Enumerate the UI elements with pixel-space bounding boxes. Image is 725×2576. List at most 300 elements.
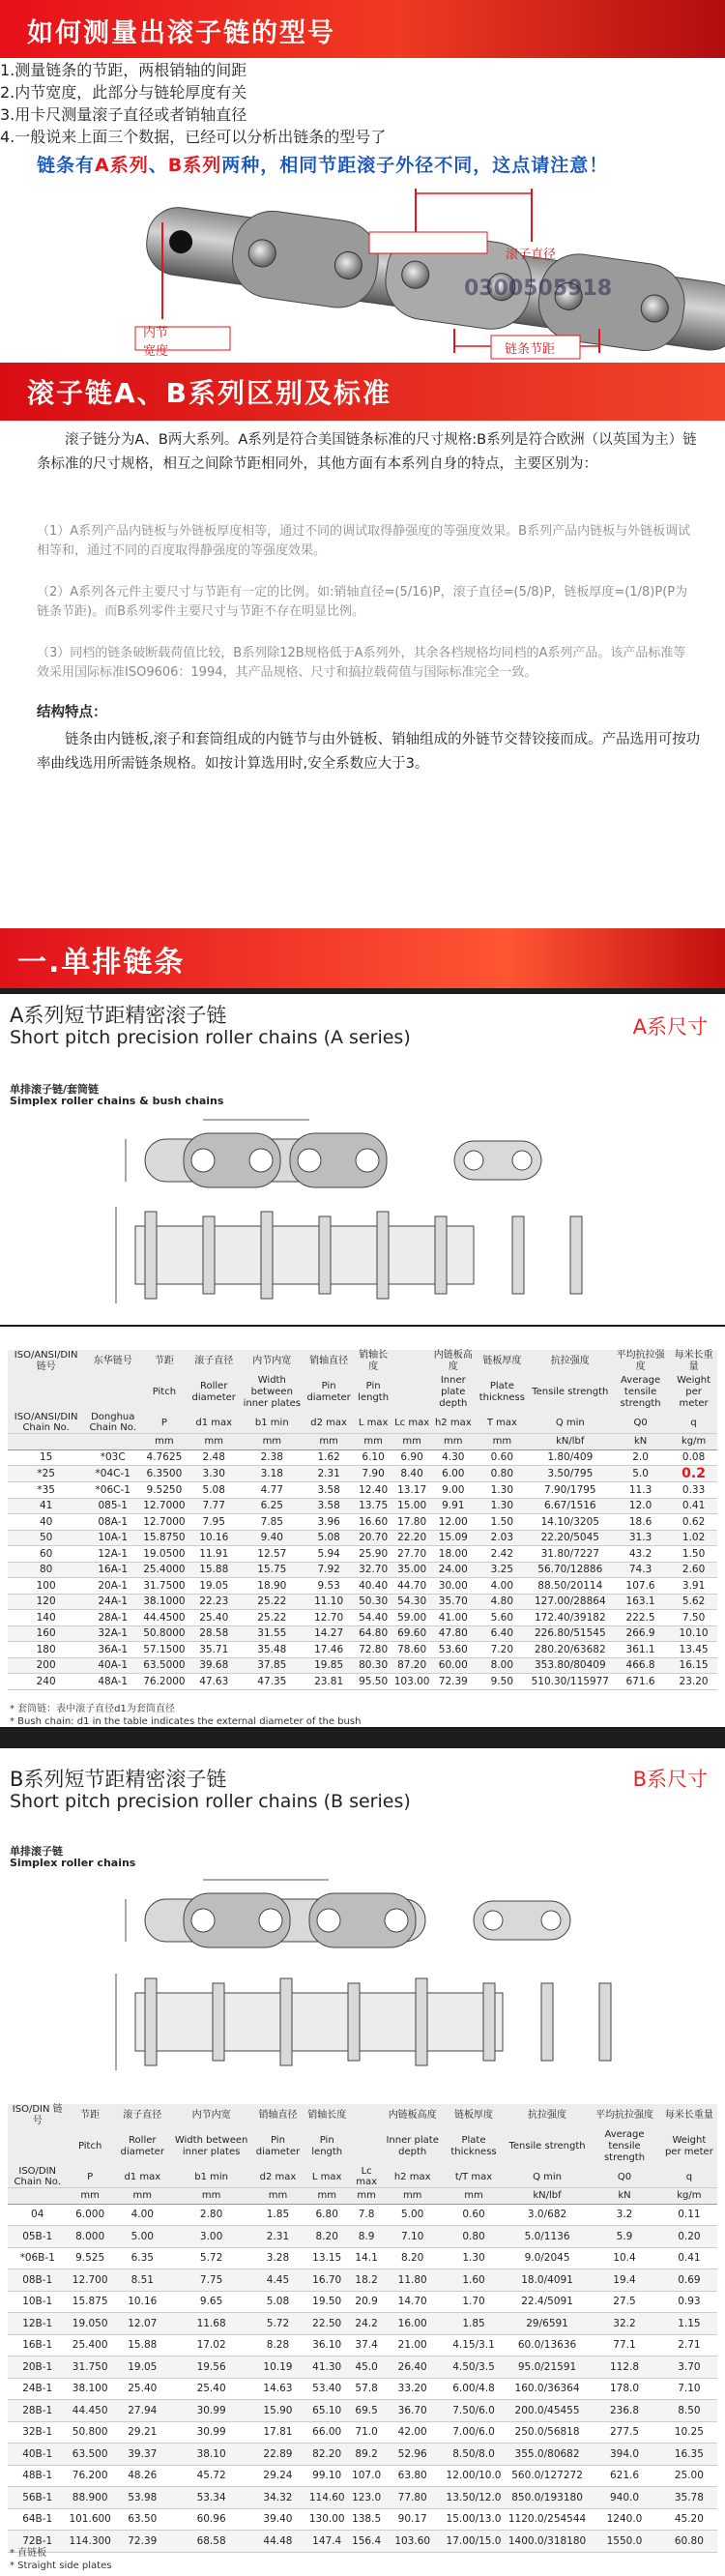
banner-b-series: B系列 [167, 155, 222, 176]
table-cell: 3.18 [241, 1466, 304, 1482]
table-cell: 5.00 [113, 2226, 172, 2248]
table-cell: 6.10 [354, 1449, 392, 1466]
table-row [8, 1482, 717, 1499]
table-header-cell: Q min [530, 1412, 611, 1434]
table-cell: 10.19 [251, 2356, 305, 2379]
table-cell: 38.10 [172, 2444, 251, 2466]
table-cell: 5.08 [188, 1482, 241, 1499]
table-cell: 71.0 [349, 2421, 384, 2444]
table-cell: 48A-1 [84, 1674, 141, 1690]
table-cell: 2.71 [661, 2334, 717, 2356]
table-cell: 100 [8, 1578, 84, 1595]
table-cell: 29.21 [113, 2421, 172, 2444]
table-header-cell: Weight per meter [661, 2127, 717, 2166]
table-cell: 123.0 [349, 2487, 384, 2509]
table-row [8, 2313, 717, 2335]
table-header-cell: Width between inner plates [172, 2127, 251, 2166]
table-cell: 172.40/39182 [530, 1610, 611, 1626]
table-cell: 353.80/80409 [530, 1657, 611, 1674]
measure-item-3: 3.用卡尺测量滚子直径或者销轴直径 [0, 105, 247, 124]
table-cell: 15.90 [251, 2400, 305, 2422]
table-cell: 53.98 [113, 2487, 172, 2509]
table-cell: 32.2 [588, 2313, 661, 2335]
table-cell: 13.45 [670, 1642, 717, 1658]
table-cell: 22.20 [392, 1530, 432, 1546]
table-cell: 15.88 [188, 1562, 241, 1578]
table-cell: 114.300 [67, 2531, 112, 2553]
a-series-panel [0, 994, 725, 1325]
table-cell: 19.0500 [141, 1546, 187, 1563]
table-cell: 4.50/3.5 [441, 2356, 507, 2379]
table-cell: 14.1 [349, 2247, 384, 2269]
table-cell: 72.39 [431, 1674, 475, 1690]
table-cell: 35.00 [392, 1562, 432, 1578]
table-cell: *04C-1 [84, 1466, 141, 1482]
table-cell: 15.8750 [141, 1530, 187, 1546]
table-cell: 8.00 [475, 1657, 530, 1674]
table-cell: 085-1 [84, 1498, 141, 1514]
table-header-cell: P [141, 1412, 187, 1434]
table-header-cell [392, 1350, 432, 1373]
table-cell: 2.48 [188, 1449, 241, 1466]
table-cell: 15.88 [113, 2334, 172, 2356]
table-cell: 34.32 [251, 2487, 305, 2509]
table-cell: 22.4/5091 [507, 2291, 588, 2313]
table-cell: 39.40 [251, 2508, 305, 2531]
table-cell: 138.5 [349, 2508, 384, 2531]
table-cell: 90.17 [384, 2508, 441, 2531]
table-cell: 9.00 [431, 1482, 475, 1499]
a-chain-en: Simplex roller chains & bush chains [10, 1095, 224, 1107]
table-cell: 16.00 [384, 2313, 441, 2335]
table-cell: 76.200 [67, 2465, 112, 2487]
table-cell: 7.50 [670, 1610, 717, 1626]
banner-sep: 、 [148, 155, 168, 176]
table-cell: 28B-1 [8, 2400, 67, 2422]
table-cell: 32.70 [354, 1562, 392, 1578]
table-header-cell: 链板厚度 [441, 2104, 507, 2127]
table-cell: 112.8 [588, 2356, 661, 2379]
table-header-cell: Pitch [141, 1373, 187, 1412]
pitch-label: 链条节距 [505, 342, 556, 357]
table-cell: 38.1000 [141, 1594, 187, 1610]
table-cell: 44.4500 [141, 1610, 187, 1626]
table-cell: 80.30 [354, 1657, 392, 1674]
table-header-cell: mm [241, 1434, 304, 1450]
table-cell: 160.0/36364 [507, 2378, 588, 2400]
table-cell: 222.5 [611, 1610, 670, 1626]
table-header-cell: mm [67, 2188, 112, 2205]
table-cell: 69.60 [392, 1625, 432, 1642]
table-cell: 22.23 [188, 1594, 241, 1610]
table-header-cell [349, 2104, 384, 2127]
table-header-row [8, 1434, 717, 1450]
table-cell: 12.07 [113, 2313, 172, 2335]
table-cell: 14.10/3205 [530, 1514, 611, 1531]
table-cell: 5.60 [475, 1610, 530, 1626]
table-cell: 14.27 [304, 1625, 355, 1642]
table-cell: 11.80 [384, 2269, 441, 2292]
table-header-cell: mm [113, 2188, 172, 2205]
table-cell: 9.53 [304, 1578, 355, 1595]
table-cell: 87.20 [392, 1657, 432, 1674]
table-cell: 32A-1 [84, 1625, 141, 1642]
series-banner [37, 151, 608, 177]
table-header-cell: 滚子直径 [113, 2104, 172, 2127]
table-cell: 103.00 [392, 1674, 432, 1690]
table-cell: 25.400 [67, 2334, 112, 2356]
table-cell: 4.15/3.1 [441, 2334, 507, 2356]
table-header-cell: mm [304, 1434, 355, 1450]
b-series-table [8, 2104, 717, 2553]
table-cell: 2.03 [475, 1530, 530, 1546]
table-cell: 3.25 [475, 1562, 530, 1578]
table-row [8, 2421, 717, 2444]
table-cell: 4.30 [431, 1449, 475, 1466]
table-cell: 27.70 [392, 1546, 432, 1563]
table-cell: 52.96 [384, 2444, 441, 2466]
table-cell: 277.5 [588, 2421, 661, 2444]
table-cell: 44.48 [251, 2531, 305, 2553]
table-cell: 45.20 [661, 2508, 717, 2531]
table-cell: 22.89 [251, 2444, 305, 2466]
table-header-cell: h2 max [384, 2166, 441, 2188]
table-cell: 15.09 [431, 1530, 475, 1546]
table-cell: 99.10 [304, 2465, 349, 2487]
a-divider [0, 1325, 725, 1327]
table-cell: 11.3 [611, 1482, 670, 1499]
measure-item-2: 2.内节宽度，此部分与链轮厚度有关 [0, 83, 247, 102]
table-row [8, 2508, 717, 2531]
table-cell: 2.80 [172, 2204, 251, 2226]
table-cell: 240 [8, 1674, 84, 1690]
table-cell: 41.00 [431, 1610, 475, 1626]
a-series-title: A系列短节距精密滚子链 [10, 1004, 227, 1027]
table-header-cell: kg/m [670, 1434, 717, 1450]
compare-note-3: （3）同档的链条破断载荷值比较，B系列除12B规格低于A系列外，其余各档规格均同档的A系列产品。该产品标准等效采用国际标准ISO9606：1994，其产品规格、尺寸和搞拉载荷值与国际标准完全一致。 [37, 646, 686, 680]
table-cell: 9.65 [172, 2291, 251, 2313]
table-cell: 30.99 [172, 2421, 251, 2444]
table-cell: 60.96 [172, 2508, 251, 2531]
table-cell: 9.5250 [141, 1482, 187, 1499]
table-cell: 33.20 [384, 2378, 441, 2400]
table-cell: 250.0/56818 [507, 2421, 588, 2444]
table-cell: 6.25 [241, 1498, 304, 1514]
table-cell: 16A-1 [84, 1562, 141, 1578]
table-cell: 12A-1 [84, 1546, 141, 1563]
table-cell: 35.48 [241, 1642, 304, 1658]
table-cell: 50.30 [354, 1594, 392, 1610]
roller-diameter-label: 滚子直径 [506, 248, 557, 262]
table-cell: 17.00/15.0 [441, 2531, 507, 2553]
table-cell: 10A-1 [84, 1530, 141, 1546]
table-cell: 35.78 [661, 2487, 717, 2509]
compare-title-bar [0, 363, 725, 421]
table-cell: 226.80/51545 [530, 1625, 611, 1642]
a-series-subtitle: Short pitch precision roller chains (A series) [10, 1027, 411, 1048]
table-row [8, 2291, 717, 2313]
table-cell: 13.15 [304, 2247, 349, 2269]
single-row-title-bar [0, 928, 725, 988]
table-cell: 20B-1 [8, 2356, 67, 2379]
table-row [8, 1594, 717, 1610]
table-cell: 78.60 [392, 1642, 432, 1658]
table-cell: 25.00 [661, 2465, 717, 2487]
table-cell: 12.700 [67, 2269, 112, 2292]
table-cell: 13.75 [354, 1498, 392, 1514]
table-cell: 180 [8, 1642, 84, 1658]
table-header-cell: mm [431, 1434, 475, 1450]
table-cell: 12.00/10.0 [441, 2465, 507, 2487]
table-cell: 7.20 [475, 1642, 530, 1658]
a-series-diagram [87, 1110, 648, 1318]
table-cell: 9.0/2045 [507, 2247, 588, 2269]
table-cell: 5.0/1136 [507, 2226, 588, 2248]
table-cell: 12.00 [431, 1514, 475, 1531]
table-header-cell: Pitch [67, 2127, 112, 2166]
table-cell: 11.10 [304, 1594, 355, 1610]
a-series-table [8, 1350, 717, 1690]
table-cell: 178.0 [588, 2378, 661, 2400]
table-header-cell: 每米长重量 [670, 1350, 717, 1373]
table-cell: 0.2 [670, 1466, 717, 1482]
table-cell: 3.58 [304, 1482, 355, 1499]
photo-watermark: 0300505918 [464, 277, 613, 301]
table-header-cell: ISO/ANSI/DIN 链号 [8, 1350, 84, 1373]
dark-gap [0, 1727, 725, 1748]
table-cell: 08B-1 [8, 2269, 67, 2292]
table-cell: *06C-1 [84, 1482, 141, 1499]
table-header-cell: t/T max [441, 2166, 507, 2188]
table-cell: 3.70 [661, 2356, 717, 2379]
table-cell: 1.85 [251, 2204, 305, 2226]
table-cell: 361.1 [611, 1642, 670, 1658]
table-cell: 25.4000 [141, 1562, 187, 1578]
table-header-cell: 节距 [141, 1350, 187, 1373]
table-cell: 17.46 [304, 1642, 355, 1658]
table-header-cell: Roller diameter [113, 2127, 172, 2166]
table-cell: 36.70 [384, 2400, 441, 2422]
table-header-cell: mm [349, 2188, 384, 2205]
table-cell: 6.35 [113, 2247, 172, 2269]
table-cell: 57.1500 [141, 1642, 187, 1658]
table-cell: 2.0 [611, 1449, 670, 1466]
table-cell: 88.50/20114 [530, 1578, 611, 1595]
table-cell: 12.57 [241, 1546, 304, 1563]
table-cell: 19.050 [67, 2313, 112, 2335]
table-cell: 31.80/7227 [530, 1546, 611, 1563]
table-cell: 0.33 [670, 1482, 717, 1499]
table-header-cell: Tensile strength [530, 1373, 611, 1412]
table-cell: 53.40 [304, 2378, 349, 2400]
table-cell: 7.8 [349, 2204, 384, 2226]
table-cell: 17.02 [172, 2334, 251, 2356]
table-cell: 940.0 [588, 2487, 661, 2509]
table-cell: 1.60 [441, 2269, 507, 2292]
table-cell: 40 [8, 1514, 84, 1531]
a-chain-cn: 单排滚子链/套筒链 [10, 1083, 100, 1096]
table-header-cell: kN/lbf [507, 2188, 588, 2205]
table-row [8, 1514, 717, 1531]
table-cell: 1120.0/254544 [507, 2508, 588, 2531]
table-cell: 40B-1 [8, 2444, 67, 2466]
table-header-cell: ISO/DIN Chain No. [8, 2166, 67, 2188]
table-header-cell: 销轴直径 [304, 1350, 355, 1373]
table-cell: 68.58 [172, 2531, 251, 2553]
b-series-tag: B系尺寸 [632, 1768, 708, 1791]
table-cell: 60.00 [431, 1657, 475, 1674]
table-cell: 6.000 [67, 2204, 112, 2226]
table-cell: 24B-1 [8, 2378, 67, 2400]
table-cell: 140 [8, 1610, 84, 1626]
table-cell: 76.2000 [141, 1674, 187, 1690]
table-cell: 37.85 [241, 1657, 304, 1674]
table-header-cell: q [661, 2166, 717, 2188]
table-cell: 130.00 [304, 2508, 349, 2531]
table-header-cell: Plate thickness [441, 2127, 507, 2166]
table-cell: 0.41 [670, 1498, 717, 1514]
table-cell: 64.80 [354, 1625, 392, 1642]
table-cell: 27.5 [588, 2291, 661, 2313]
table-cell: *25 [8, 1466, 84, 1482]
table-cell: 1.30 [475, 1498, 530, 1514]
table-cell: 0.11 [661, 2204, 717, 2226]
table-cell: 1.85 [441, 2313, 507, 2335]
table-cell: 18.0/4091 [507, 2269, 588, 2292]
table-cell: 77.80 [384, 2487, 441, 2509]
b-chain-cn: 单排滚子链 [10, 1845, 63, 1858]
compare-title: 滚子链A、B系列区别及标准 [27, 377, 392, 409]
table-cell: 5.72 [172, 2247, 251, 2269]
table-header-cell [84, 1373, 141, 1412]
table-cell: 1.50 [475, 1514, 530, 1531]
table-cell: 66.00 [304, 2421, 349, 2444]
table-cell: 5.94 [304, 1546, 355, 1563]
table-cell: 0.20 [661, 2226, 717, 2248]
table-cell: 18.00 [431, 1546, 475, 1563]
table-header-cell: mm [304, 2188, 349, 2205]
table-header-cell: h2 max [431, 1412, 475, 1434]
table-cell: 17.81 [251, 2421, 305, 2444]
table-header-cell [392, 1373, 432, 1412]
compare-intro: 滚子链分为A、B两大系列。A系列是符合美国链条标准的尺寸规格:B系列是符合欧洲（以英国为主）链条标准的尺寸规格，相互之间除节距相同外，其他方面有本系列自身的特点，主要区别为： [37, 432, 697, 472]
table-cell: 16.60 [354, 1514, 392, 1531]
table-cell: 45.72 [172, 2465, 251, 2487]
table-cell: 53.60 [431, 1642, 475, 1658]
measure-section [0, 58, 725, 363]
table-header-cell: 链板厚度 [475, 1350, 530, 1373]
table-cell: 25.40 [113, 2378, 172, 2400]
table-row [8, 1498, 717, 1514]
table-cell: 107.6 [611, 1578, 670, 1595]
table-cell: 2.42 [475, 1546, 530, 1563]
table-cell: 29/6591 [507, 2313, 588, 2335]
table-cell: 25.40 [188, 1610, 241, 1626]
table-cell: 82.20 [304, 2444, 349, 2466]
table-cell: 60.0/13636 [507, 2334, 588, 2356]
table-cell: 156.4 [349, 2531, 384, 2553]
table-cell: 0.60 [441, 2204, 507, 2226]
table-cell: 77.1 [588, 2334, 661, 2356]
table-cell: 37.4 [349, 2334, 384, 2356]
table-header-cell [8, 1434, 84, 1450]
table-cell: 30.99 [172, 2400, 251, 2422]
table-header-cell: Width between inner plates [241, 1373, 304, 1412]
table-cell: 5.0 [611, 1466, 670, 1482]
table-header-cell [8, 2127, 67, 2166]
table-cell: 5.9 [588, 2226, 661, 2248]
b-foot [10, 2547, 111, 2572]
table-cell: 95.50 [354, 1674, 392, 1690]
table-cell: 11.91 [188, 1546, 241, 1563]
table-header-cell: kN/lbf [530, 1434, 611, 1450]
table-cell: 10.16 [188, 1530, 241, 1546]
table-cell: 9.40 [241, 1530, 304, 1546]
table-cell: 3.0/682 [507, 2204, 588, 2226]
table-cell: 6.80 [304, 2204, 349, 2226]
table-cell: 27.94 [113, 2400, 172, 2422]
table-row [8, 2378, 717, 2400]
table-header-cell: 平均抗拉强度 [611, 1350, 670, 1373]
table-header-cell: Inner plate depth [384, 2127, 441, 2166]
table-cell: 16.35 [661, 2444, 717, 2466]
table-cell: 466.8 [611, 1657, 670, 1674]
table-cell: 10.16 [113, 2291, 172, 2313]
page-title: 如何测量出滚子链的型号 [27, 18, 335, 48]
table-cell: 31.3 [611, 1530, 670, 1546]
table-header-cell [8, 1373, 84, 1412]
table-cell: 4.77 [241, 1482, 304, 1499]
table-header-cell: kN [611, 1434, 670, 1450]
table-cell: 0.41 [661, 2247, 717, 2269]
table-cell: 6.40 [475, 1625, 530, 1642]
table-cell: 7.75 [172, 2269, 251, 2292]
table-header-cell: T max [475, 1412, 530, 1434]
table-cell: 28A-1 [84, 1610, 141, 1626]
table-cell: 29.24 [251, 2465, 305, 2487]
table-cell: 08A-1 [84, 1514, 141, 1531]
table-header-cell [349, 2127, 384, 2166]
table-row [8, 2334, 717, 2356]
table-cell: 15.00 [392, 1498, 432, 1514]
table-header-cell: Pin diameter [304, 1373, 355, 1412]
table-cell: 8.000 [67, 2226, 112, 2248]
table-cell: 1550.0 [588, 2531, 661, 2553]
table-cell: 39.37 [113, 2444, 172, 2466]
table-cell: 56.70/12886 [530, 1562, 611, 1578]
table-header-row [8, 2188, 717, 2205]
table-cell: 5.08 [251, 2291, 305, 2313]
table-cell: 1240.0 [588, 2508, 661, 2531]
table-cell: 21.00 [384, 2334, 441, 2356]
table-header-cell: L max [304, 2166, 349, 2188]
table-header-cell: 东华链号 [84, 1350, 141, 1373]
table-cell: 95.0/21591 [507, 2356, 588, 2379]
table-header-cell: 节距 [67, 2104, 112, 2127]
table-header-cell: mm [392, 1434, 432, 1450]
table-row [8, 1657, 717, 1674]
table-cell: 394.0 [588, 2444, 661, 2466]
table-header-cell: Lc max [392, 1412, 432, 1434]
table-cell: 19.56 [172, 2356, 251, 2379]
table-cell: 56B-1 [8, 2487, 67, 2509]
table-cell: 14.70 [384, 2291, 441, 2313]
table-cell: 19.85 [304, 1657, 355, 1674]
table-header-cell: 内链板高度 [431, 1350, 475, 1373]
table-cell: 8.20 [304, 2226, 349, 2248]
inner-width-label-2: 宽度 [143, 344, 169, 359]
table-cell: 12.70 [304, 1610, 355, 1626]
